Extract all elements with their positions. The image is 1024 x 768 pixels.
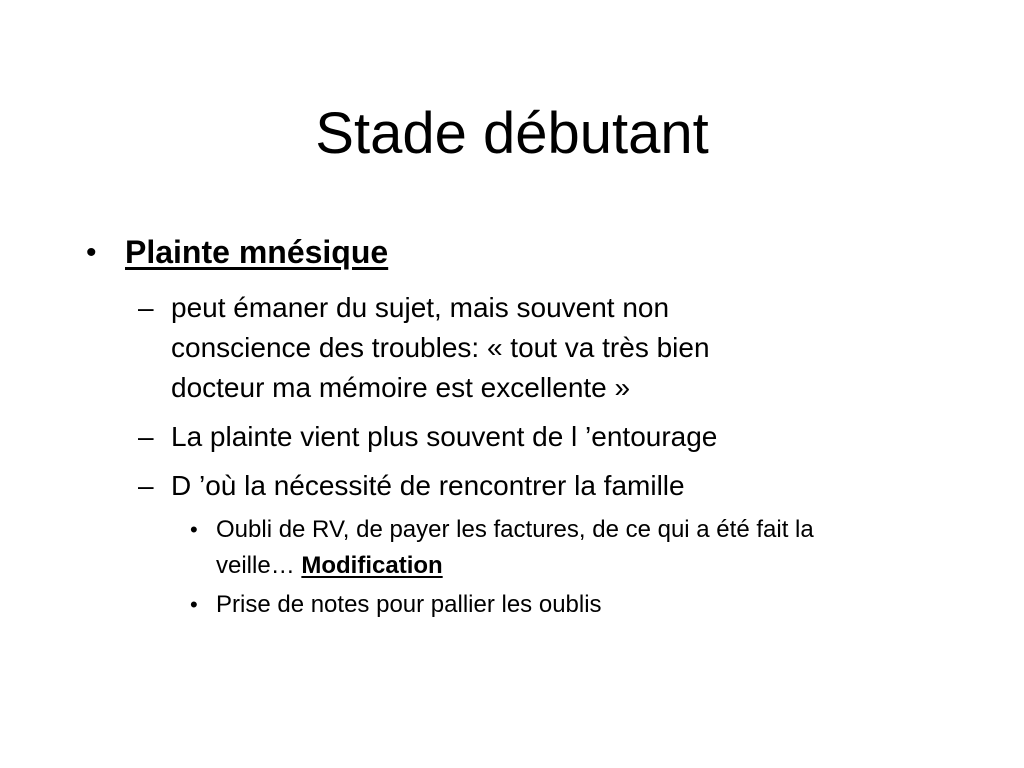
list-item	[171, 417, 891, 457]
list-item	[171, 466, 891, 506]
list-item-line	[216, 548, 976, 584]
bullet-marker: •	[86, 236, 97, 269]
list-item-line: Oubli de RV, de payer les factures, de ce qui a été fait la	[216, 516, 814, 543]
bullet-marker: •	[190, 517, 198, 542]
dash-marker: –	[138, 421, 154, 452]
dash-marker: –	[138, 470, 154, 501]
heading-plainte-mnesique: Plainte mnésique	[125, 234, 389, 270]
dash-marker: –	[138, 292, 154, 323]
list-item-line: Prise de notes pour pallier les oublis	[216, 591, 602, 618]
list-item-line: docteur ma mémoire est excellente »	[171, 372, 631, 403]
list-item-line: D ’où la nécessité de rencontrer la famille	[171, 470, 685, 501]
list-item-line: conscience des troubles: « tout va très bien	[171, 332, 710, 363]
sub-list-item	[216, 587, 976, 623]
bullet-marker: •	[190, 592, 198, 617]
list-item	[171, 288, 891, 408]
slide-title: Stade débutant	[315, 101, 709, 166]
list-item-line: La plainte vient plus souvent de l ’entourage	[171, 421, 718, 452]
sub-list-item	[216, 512, 976, 584]
list-item-prefix: veille…	[216, 552, 302, 579]
emphasis-modification: Modification	[301, 552, 443, 579]
list-item-line: peut émaner du sujet, mais souvent non	[171, 292, 670, 323]
